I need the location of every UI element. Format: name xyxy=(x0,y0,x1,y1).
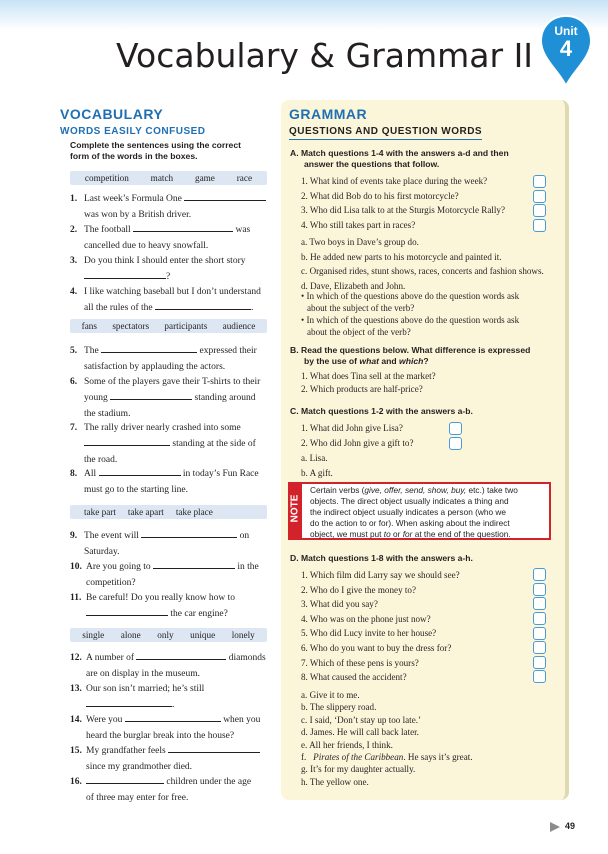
note-line: the indirect object usually indicates a person (who we xyxy=(310,507,507,517)
answer-text: c. Organised rides, stunt shows, races, concerts and fashion shows. xyxy=(301,266,544,277)
question-text: young xyxy=(84,393,108,403)
question-text: 2. Who do I give the money to? xyxy=(301,584,416,595)
question-text: . xyxy=(172,700,175,710)
note-line: at the end of the question. xyxy=(412,529,511,539)
question-text: The rally driver nearly crashed into some xyxy=(84,423,241,433)
question-text: 3. What did you say? xyxy=(301,599,378,610)
answer-blank[interactable] xyxy=(141,528,237,538)
question-4 xyxy=(70,284,275,316)
question-number: 15. xyxy=(70,746,82,756)
question-text: 1. What did John give Lisa? xyxy=(301,423,403,433)
answer-checkbox[interactable] xyxy=(533,597,546,610)
word-box-item: competition xyxy=(84,173,129,183)
question-text: in the xyxy=(237,562,259,572)
question-14 xyxy=(70,712,275,744)
question-text: 2. What did Bob do to his first motorcycle? xyxy=(301,190,459,201)
word-box-item: single xyxy=(82,630,105,640)
bullet-text: about the object of the verb? xyxy=(307,327,411,337)
question-text: expressed their xyxy=(199,346,257,356)
question-text: My grandfather feels xyxy=(86,746,166,756)
question-text: Last week’s Formula One xyxy=(84,194,182,204)
grammar-subheading: QUESTIONS AND QUESTION WORDS xyxy=(289,126,482,140)
question-number: 5. xyxy=(70,346,78,356)
question-number: 1. xyxy=(70,194,78,204)
unit-number: 4 xyxy=(559,36,573,61)
section-c-answers xyxy=(301,451,541,480)
word-box-item: only xyxy=(157,630,174,640)
question-5 xyxy=(70,343,275,375)
question-13 xyxy=(70,681,275,713)
note-line: for xyxy=(402,529,413,539)
answer-blank[interactable] xyxy=(101,343,197,353)
word-box-item: match xyxy=(150,173,174,183)
question-15 xyxy=(70,743,275,775)
answer-text: d. James. He will call back later. xyxy=(301,727,419,738)
question-number: 11. xyxy=(70,593,82,603)
question-16 xyxy=(70,774,275,806)
answer-blank[interactable] xyxy=(133,222,233,232)
word-box-item: race xyxy=(236,173,253,183)
answer-checkbox[interactable] xyxy=(533,670,546,683)
question-3 xyxy=(70,253,275,285)
answer-text: d. Dave, Elizabeth and John. xyxy=(301,280,406,291)
question-text: 6. Who do you want to buy the dress for? xyxy=(301,642,452,653)
question-text: cancelled due to heavy snowfall. xyxy=(84,241,209,251)
question-text: The football xyxy=(84,225,131,235)
question-text: ? xyxy=(166,272,171,282)
question-text: 2. Who did John give a gift to? xyxy=(301,437,414,448)
question-text: The event will xyxy=(84,531,139,541)
question-text: was won by a British driver. xyxy=(84,210,192,220)
answer-checkbox[interactable] xyxy=(533,583,546,596)
question-text: the car engine? xyxy=(170,609,228,619)
question-11 xyxy=(70,590,275,622)
question-number: 8. xyxy=(70,469,78,479)
section-a-bullets xyxy=(301,290,541,338)
question-text: satisfaction by applauding the actors. xyxy=(84,362,226,372)
question-text: on xyxy=(239,531,250,541)
instruction-line: B. Read the questions below. What difference is expressed xyxy=(290,345,531,355)
question-text: 3. Who did Lisa talk to at the Sturgis Motorcycle Rally? xyxy=(301,205,505,216)
answer-blank[interactable] xyxy=(86,774,164,784)
section-d-answers xyxy=(301,689,541,788)
question-8 xyxy=(70,466,275,498)
section-c-questions xyxy=(301,421,541,450)
question-text: Are you going to xyxy=(86,562,151,572)
answer-blank[interactable] xyxy=(153,559,235,569)
answer-blank[interactable] xyxy=(110,390,192,400)
question-text: . xyxy=(250,303,254,313)
word-box-item: take part xyxy=(84,507,116,517)
section-d-instruction: D. Match questions 1-8 with the answers a-h. xyxy=(290,553,473,563)
question-text: 4. Who was on the phone just now? xyxy=(301,613,431,624)
question-7 xyxy=(70,420,275,468)
section-c-instruction: C. Match questions 1-2 with the answers a-b. xyxy=(290,406,473,416)
answer-checkbox[interactable] xyxy=(533,190,546,203)
note-line: or xyxy=(390,529,403,539)
word-box-item: alone xyxy=(120,630,141,640)
bullet-text: • In which of the questions above do the question words ask xyxy=(301,315,520,325)
note-line: to xyxy=(383,529,391,539)
question-number: 13. xyxy=(70,684,82,694)
note-text xyxy=(310,485,550,540)
word-box-item: take place xyxy=(175,507,213,517)
section-a-instruction xyxy=(290,148,562,170)
question-number: 4. xyxy=(70,287,78,297)
question-text: 1. Which film did Larry say we should see? xyxy=(301,570,460,580)
note-line: give, offer, send, show, buy, xyxy=(364,485,467,495)
question-1 xyxy=(70,191,275,223)
question-text: Were you xyxy=(86,715,123,725)
question-text: the stadium. xyxy=(84,409,131,419)
word-box-4 xyxy=(70,628,267,642)
answer-blank[interactable] xyxy=(86,606,168,616)
question-text: diamonds xyxy=(228,653,266,663)
question-text: must go to the starting line. xyxy=(84,485,188,495)
question-number: 9. xyxy=(70,531,78,541)
header-band xyxy=(0,0,608,30)
question-text: 1. What does Tina sell at the market? xyxy=(301,371,436,381)
answer-checkbox[interactable] xyxy=(533,656,546,669)
question-text: in today’s Fun Race xyxy=(182,469,259,479)
answer-blank[interactable] xyxy=(125,712,221,722)
question-text: since my grandmother died. xyxy=(86,762,193,772)
instruction-line: ? xyxy=(423,356,429,366)
question-number: 7. xyxy=(70,423,78,433)
next-page-arrow-icon xyxy=(550,822,560,832)
answer-checkbox[interactable] xyxy=(533,641,546,654)
word-box-item: audience xyxy=(222,321,256,331)
page-number: 49 xyxy=(565,821,576,831)
answer-blank[interactable] xyxy=(99,466,181,476)
answer-checkbox[interactable] xyxy=(533,627,546,640)
question-text: Do you think I should enter the short story xyxy=(84,256,246,266)
note-line: etc.) take two xyxy=(466,485,518,495)
question-text: All xyxy=(84,469,97,479)
question-2 xyxy=(70,222,275,254)
word-box-item: spectators xyxy=(112,321,150,331)
answer-text: . He says it’s great. xyxy=(403,752,473,763)
answer-text: b. The slippery road. xyxy=(301,702,377,713)
section-a-answers xyxy=(301,235,544,293)
question-text: all the rules of the xyxy=(84,303,153,313)
word-box-item: game xyxy=(194,173,215,183)
answer-checkbox[interactable] xyxy=(449,437,462,450)
question-text: Saturday. xyxy=(84,547,120,557)
note-box xyxy=(288,482,551,540)
question-text: of three may enter for free. xyxy=(86,793,189,803)
word-box-item: take apart xyxy=(127,507,164,517)
question-text: children under the age xyxy=(166,777,252,787)
word-box-item: lonely xyxy=(231,630,255,640)
question-text: 5. Who did Lucy invite to her house? xyxy=(301,628,437,639)
instruction-line: by the use of xyxy=(304,356,360,366)
word-box-item: fans xyxy=(81,321,97,331)
instruction-line: Complete the sentences using the correct xyxy=(70,140,241,150)
answer-blank[interactable] xyxy=(168,743,260,753)
instruction-line: and xyxy=(378,356,400,366)
word-box-3 xyxy=(70,505,267,519)
answer-text: g. It’s for my daughter actually. xyxy=(301,764,416,775)
bullet-text: • In which of the questions above do the question words ask xyxy=(301,291,520,301)
question-text: are on display in the museum. xyxy=(86,669,200,679)
vocabulary-heading: VOCABULARY xyxy=(60,106,164,122)
question-text: Some of the players gave their T-shirts to their xyxy=(84,377,261,387)
answer-checkbox[interactable] xyxy=(449,422,462,435)
question-text: the road. xyxy=(84,455,118,465)
note-line: Certain verbs ( xyxy=(310,485,365,495)
question-text: standing at the side of xyxy=(172,439,256,449)
question-number: 12. xyxy=(70,653,82,663)
instruction-line: answer the questions that follow. xyxy=(304,159,440,169)
answer-blank[interactable] xyxy=(155,300,251,310)
answer-checkbox[interactable] xyxy=(533,568,546,581)
question-text: Be careful! Do you really know how to xyxy=(86,593,236,603)
question-text: was xyxy=(235,225,251,235)
question-text: 4. Who still takes part in races? xyxy=(301,219,416,230)
note-label: NOTE xyxy=(289,494,301,523)
word-box-item: unique xyxy=(190,630,216,640)
question-12 xyxy=(70,650,275,682)
answer-checkbox[interactable] xyxy=(533,175,546,188)
section-a-questions xyxy=(301,174,541,232)
question-9 xyxy=(70,528,275,560)
question-text: 8. What caused the accident? xyxy=(301,672,407,683)
unit-label: Unit xyxy=(554,24,578,38)
question-text: heard the burglar break into the house? xyxy=(86,731,235,741)
word-box-1 xyxy=(70,171,267,185)
unit-badge xyxy=(538,14,594,88)
answer-checkbox[interactable] xyxy=(533,219,546,232)
instruction-line: form of the words in the boxes. xyxy=(70,151,198,161)
question-text: I like watching baseball but I don’t understand xyxy=(84,287,261,297)
question-10 xyxy=(70,559,275,591)
instruction-line: what xyxy=(359,356,379,366)
answer-blank[interactable] xyxy=(84,269,166,279)
instruction-line: A. Match questions 1-4 with the answers a-d and then xyxy=(290,148,509,158)
question-text: standing around xyxy=(194,393,256,403)
answer-checkbox[interactable] xyxy=(533,204,546,217)
answer-text: c. I said, ‘Don’t stay up too late.’ xyxy=(301,714,422,725)
answer-text: h. The yellow one. xyxy=(301,776,369,787)
bullet-text: about the subject of the verb? xyxy=(307,303,415,313)
answer-text: b. He added new parts to his motorcycle and painted it. xyxy=(301,251,502,262)
answer-text: e. All her friends, I think. xyxy=(301,739,393,750)
section-d-questions xyxy=(301,568,541,685)
answer-blank[interactable] xyxy=(184,191,266,201)
grammar-heading: GRAMMAR xyxy=(289,106,368,122)
vocabulary-instruction xyxy=(70,140,241,162)
question-6 xyxy=(70,374,275,422)
instruction-line: which xyxy=(399,356,424,366)
answer-blank[interactable] xyxy=(86,697,172,707)
note-tab xyxy=(288,482,302,540)
answer-blank[interactable] xyxy=(84,436,170,446)
page-title: Vocabulary & Grammar II xyxy=(116,36,534,75)
answer-checkbox[interactable] xyxy=(533,612,546,625)
question-text: Our son isn’t married; he’s still xyxy=(86,684,205,694)
word-box-2 xyxy=(70,319,267,333)
question-text: The xyxy=(84,346,99,356)
answer-text: a. Two boys in Dave’s group do. xyxy=(301,237,419,247)
question-text: competition? xyxy=(86,578,136,588)
answer-text: a. Lisa. xyxy=(301,453,328,463)
note-line: objects. The direct object usually indicates a thing and xyxy=(310,496,509,506)
section-b-instruction xyxy=(290,345,562,367)
answer-text: Pirates of the Caribbean xyxy=(313,752,404,763)
answer-text: f. xyxy=(301,752,307,763)
question-number: 16. xyxy=(70,777,82,787)
question-text: 1. What kind of events take place during the week? xyxy=(301,176,488,186)
section-b-questions xyxy=(301,370,541,396)
note-line: object, we must put xyxy=(310,529,384,539)
question-text: 7. Which of these pens is yours? xyxy=(301,657,419,668)
vocabulary-subheading: WORDS EASILY CONFUSED xyxy=(60,126,206,137)
answer-text: b. A gift. xyxy=(301,467,333,478)
question-number: 10. xyxy=(70,562,82,572)
note-line: do the action to or for). When asking about the indirect xyxy=(310,518,510,528)
question-number: 6. xyxy=(70,377,78,387)
question-text: 2. Which products are half-price? xyxy=(301,384,423,394)
answer-blank[interactable] xyxy=(136,650,226,660)
question-number: 2. xyxy=(70,225,78,235)
question-text: when you xyxy=(223,715,261,725)
answer-text: a. Give it to me. xyxy=(301,690,360,700)
question-number: 14. xyxy=(70,715,82,725)
question-number: 3. xyxy=(70,256,78,266)
word-box-item: participants xyxy=(164,321,208,331)
question-text: A number of xyxy=(86,653,135,663)
